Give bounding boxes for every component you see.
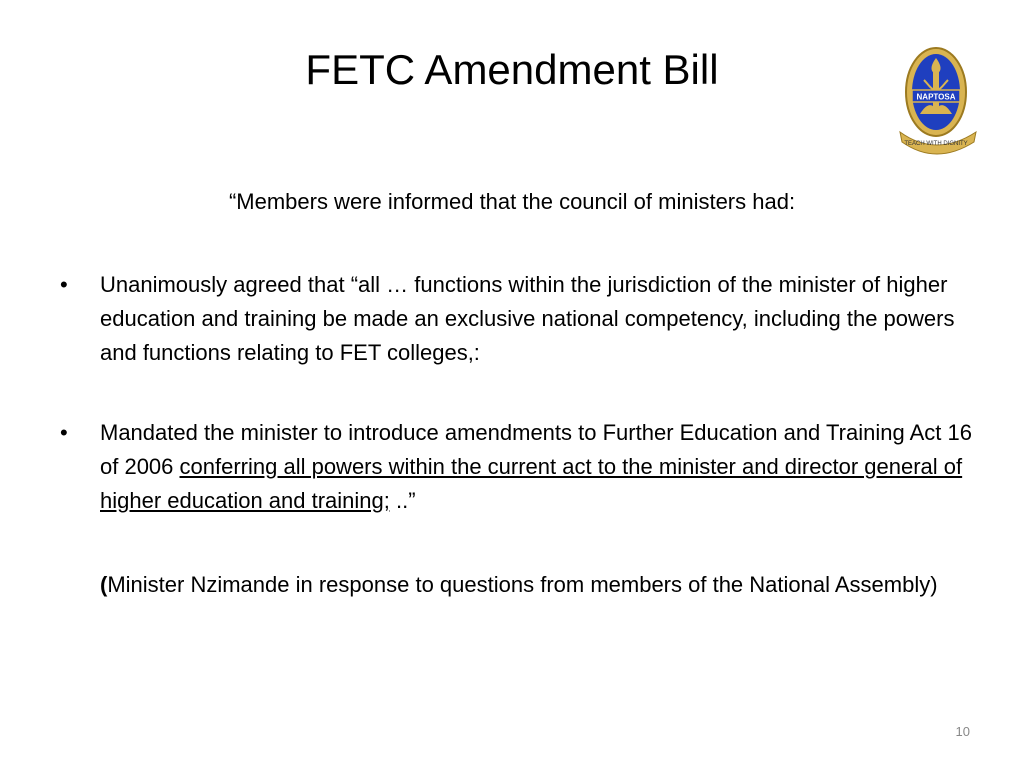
bullet-text: Unanimously agreed that “all … functions within the jurisdiction of the minister of higher education and training be made an exclusive national competency, including the powers and functions relating to FET colleges,: (100, 272, 955, 365)
bullet-item (60, 416, 990, 518)
intro-quote: “Members were informed that the council of ministers had: (228, 189, 796, 214)
citation (100, 568, 990, 602)
slide-title: FETC Amendment Bill (305, 46, 719, 93)
bullet-text: Mandated the minister to introduce amendments to Further Education and Training Act 16 of 2006 (100, 420, 972, 479)
page-number: 10 (955, 724, 970, 739)
citation-text: Minister Nzimande in response to questions from members of the National Assembly) (107, 572, 938, 597)
naptosa-logo-icon (890, 40, 990, 160)
bullet-list (60, 268, 990, 564)
svg-text:NAPTOSA: NAPTOSA (916, 92, 956, 102)
bullet-tail-text: ..” (389, 488, 416, 513)
bullet-dot-icon: • (60, 420, 68, 445)
bullet-dot-icon: • (60, 272, 68, 297)
bullet-item (60, 268, 990, 370)
citation-open-paren: ( (100, 572, 108, 597)
naptosa-logo (890, 40, 990, 160)
svg-text:TEACH WITH DIGNITY: TEACH WITH DIGNITY (904, 141, 968, 147)
bullet-underlined-text: conferring all powers within the current act to the minister and director general of higher education and training; (100, 454, 963, 513)
